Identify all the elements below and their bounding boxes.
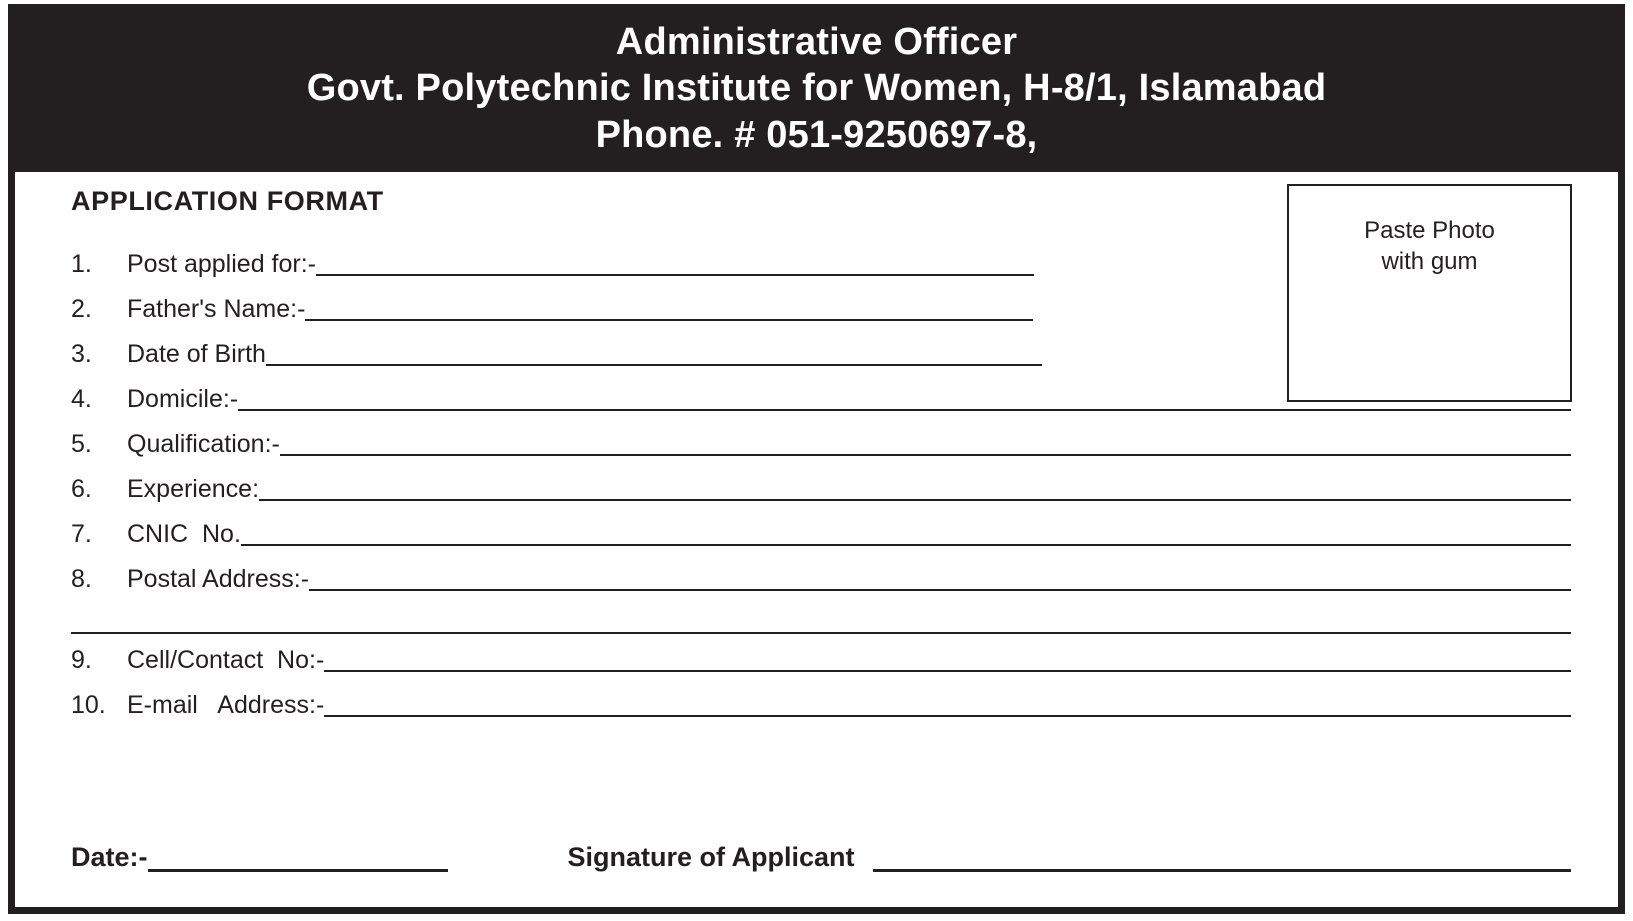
field-number: 5.: [71, 430, 92, 459]
form-row-email-address: [71, 679, 1571, 724]
header-title-line-1: Administrative Officer: [615, 21, 1018, 63]
form-row-domicile: [71, 373, 1571, 418]
field-write-in-line[interactable]: [316, 274, 1034, 276]
field-number: 6.: [71, 475, 92, 504]
form-row-qualification: [71, 418, 1571, 463]
field-write-in-line[interactable]: [324, 670, 1571, 672]
date-write-in-line[interactable]: [148, 869, 448, 872]
field-label: Post applied for:-: [127, 250, 316, 279]
field-number: 7.: [71, 520, 92, 549]
postal-address-continuation-line[interactable]: [71, 604, 1571, 634]
field-number: 4.: [71, 385, 92, 414]
field-number: 1.: [71, 250, 92, 279]
field-label: Cell/Contact No:-: [127, 646, 325, 675]
form-row-date-of-birth: [71, 328, 1571, 373]
field-write-in-line[interactable]: [309, 589, 1571, 591]
header-band: [15, 11, 1618, 172]
field-write-in-line[interactable]: [305, 319, 1033, 321]
field-number: 8.: [71, 565, 92, 594]
signature-label: Signature of Applicant: [567, 842, 855, 873]
form-row-post-applied-for: [71, 238, 1571, 283]
form-row-fathers-name: [71, 283, 1571, 328]
page-title: APPLICATION FORMAT: [71, 186, 384, 217]
field-write-in-line[interactable]: [266, 364, 1042, 366]
form-row-experience: [71, 463, 1571, 508]
field-label: Date of Birth: [127, 340, 266, 369]
form-row-cnic-no: [71, 508, 1571, 553]
advertisement-frame: [8, 4, 1625, 914]
field-label: Domicile:-: [127, 385, 239, 414]
paste-photo-label-line-2: with gum: [1381, 247, 1478, 275]
field-label: Father's Name:-: [127, 295, 306, 324]
header-title-line-3: Phone. # 051-9250697-8,: [595, 113, 1038, 156]
form-row-postal-address: [71, 553, 1571, 598]
field-label: Postal Address:-: [127, 565, 310, 594]
field-label: E-mail Address:-: [127, 691, 325, 720]
field-number: 10.: [71, 691, 106, 720]
form-fields-list: [71, 238, 1571, 724]
field-write-in-line[interactable]: [324, 715, 1571, 717]
form-footer: [71, 842, 1571, 878]
signature-write-in-line[interactable]: [873, 869, 1571, 872]
field-write-in-line[interactable]: [280, 454, 1571, 456]
field-write-in-line[interactable]: [241, 544, 1571, 546]
field-number: 2.: [71, 295, 92, 324]
field-write-in-line[interactable]: [238, 409, 1571, 411]
field-label: Experience:: [127, 475, 260, 504]
field-number: 9.: [71, 646, 92, 675]
field-number: 3.: [71, 340, 92, 369]
header-title-line-2: Govt. Polytechnic Institute for Women, H-8/1, Islamabad: [306, 67, 1327, 110]
application-form-body: [15, 172, 1618, 900]
field-label: CNIC No.: [127, 520, 241, 549]
field-write-in-line[interactable]: [259, 499, 1571, 501]
paste-photo-label-line-1: Paste Photo: [1364, 217, 1495, 245]
form-row-cell-contact-no: [71, 634, 1571, 679]
field-label: Qualification:-: [127, 430, 280, 459]
date-label: Date:-: [71, 842, 148, 873]
